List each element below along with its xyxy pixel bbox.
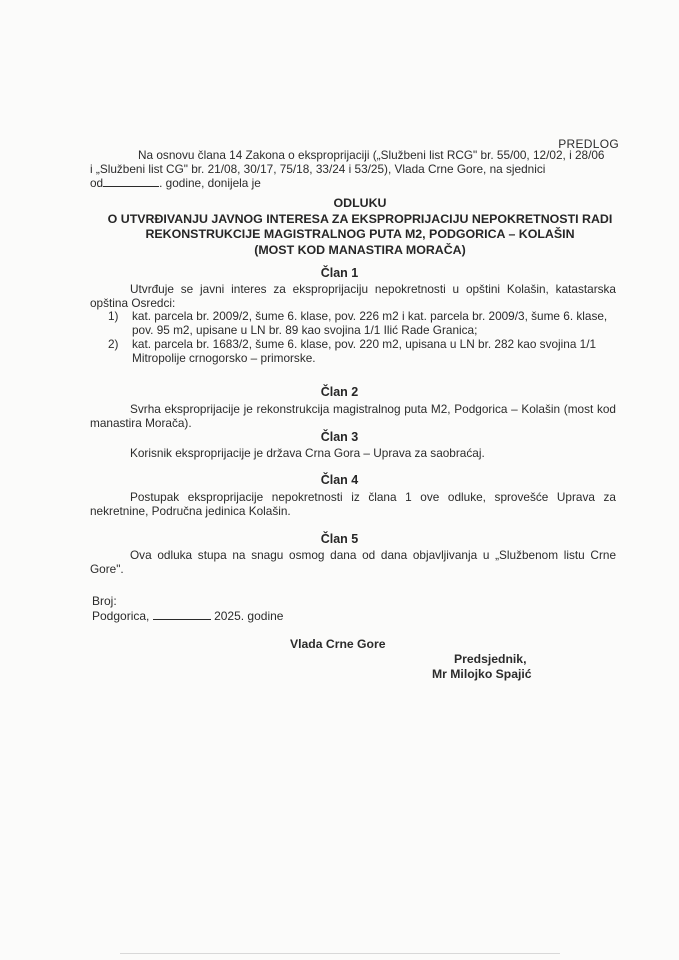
government-name: Vlada Crne Gore [290, 637, 386, 651]
date-blank-footer [153, 610, 211, 620]
list-item-text: kat. parcela br. 1683/2, šume 6. klase, pov. 220 m2, upisana u LN br. 282 kao svojina 1/1 Mitropolije crnogorsko – primorske. [132, 337, 597, 365]
list-item-text: kat. parcela br. 2009/2, šume 6. klase, pov. 226 m2 i kat. parcela br. 2009/3, šume 6. klase, pov. 95 m2, upisane u LN br. 89 kao svojina 1/1 Ilić Rade Granica; [132, 309, 608, 337]
intro-line-2: i „Službeni list CG" br. 21/08, 30/17, 75/18, 33/24 i 53/25), Vlada Crne Gore, na sjednici [90, 162, 546, 176]
article-5-text: Ova odluka stupa na snagu osmog dana od dana objavljivanja u „Službenom listu Crne Gore". [90, 548, 616, 576]
title-line-2: REKONSTRUKCIJE MAGISTRALNOG PUTA M2, PODGORICA – KOLAŠIN [145, 227, 575, 241]
intro-date-prefix: od [90, 176, 104, 190]
list-item-number: 2) [108, 337, 119, 351]
title-heading: ODLUKU [333, 196, 387, 210]
decision-title [60, 196, 660, 258]
date-blank [103, 177, 159, 187]
number-label: Broj: [92, 594, 117, 608]
list-item [108, 309, 618, 337]
article-2-text: Svrha eksproprijacije je rekonstrukcija magistralnog puta M2, Podgorica – Kolašin (most kod manastira Morača). [90, 402, 616, 430]
title-line-1: O UTVRĐIVANJU JAVNOG INTERESA ZA EKSPROPRIJACIJU NEPOKRETNOSTI RADI [107, 211, 613, 226]
signatory-role: Predsjednik, [454, 652, 527, 666]
parcel-list [108, 309, 618, 365]
proposal-label: PREDLOG [558, 137, 619, 151]
list-item-number: 1) [108, 309, 119, 323]
article-2-heading: Član 2 [320, 385, 359, 399]
place-date-line [92, 609, 283, 624]
article-4-heading: Član 4 [320, 473, 359, 487]
article-3-text: Korisnik eksproprijacije je država Crna Gora – Uprava za saobraćaj. [130, 446, 485, 460]
intro-paragraph [90, 148, 616, 190]
page-bottom-divider [120, 953, 560, 954]
title-line-3: (MOST KOD MANASTIRA MORAČA) [254, 242, 466, 257]
article-5-heading: Član 5 [320, 532, 359, 546]
intro-line-3 [90, 176, 616, 190]
article-1-text: Utvrđuje se javni interes za eksproprijaciju nepokretnosti u opštini Kolašin, katastarska opština Osredci: [90, 282, 616, 310]
list-item [108, 337, 618, 365]
intro-line-1: Na osnovu člana 14 Zakona o eksproprijaciji („Službeni list RCG" br. 55/00, 12/02, i 28/06 [138, 148, 605, 162]
signatory-name: Mr Milojko Spajić [432, 667, 532, 681]
article-1-heading: Član 1 [320, 266, 359, 280]
year-label: 2025. godine [214, 609, 284, 623]
place-label: Podgorica, [92, 609, 150, 623]
article-4-text: Postupak eksproprijacije nepokretnosti iz člana 1 ove odluke, sprovešće Uprava za nekretnine, Područna jedinica Kolašin. [90, 490, 616, 518]
article-3-heading: Član 3 [320, 430, 359, 444]
intro-date-suffix: . godine, donijela je [159, 176, 261, 190]
